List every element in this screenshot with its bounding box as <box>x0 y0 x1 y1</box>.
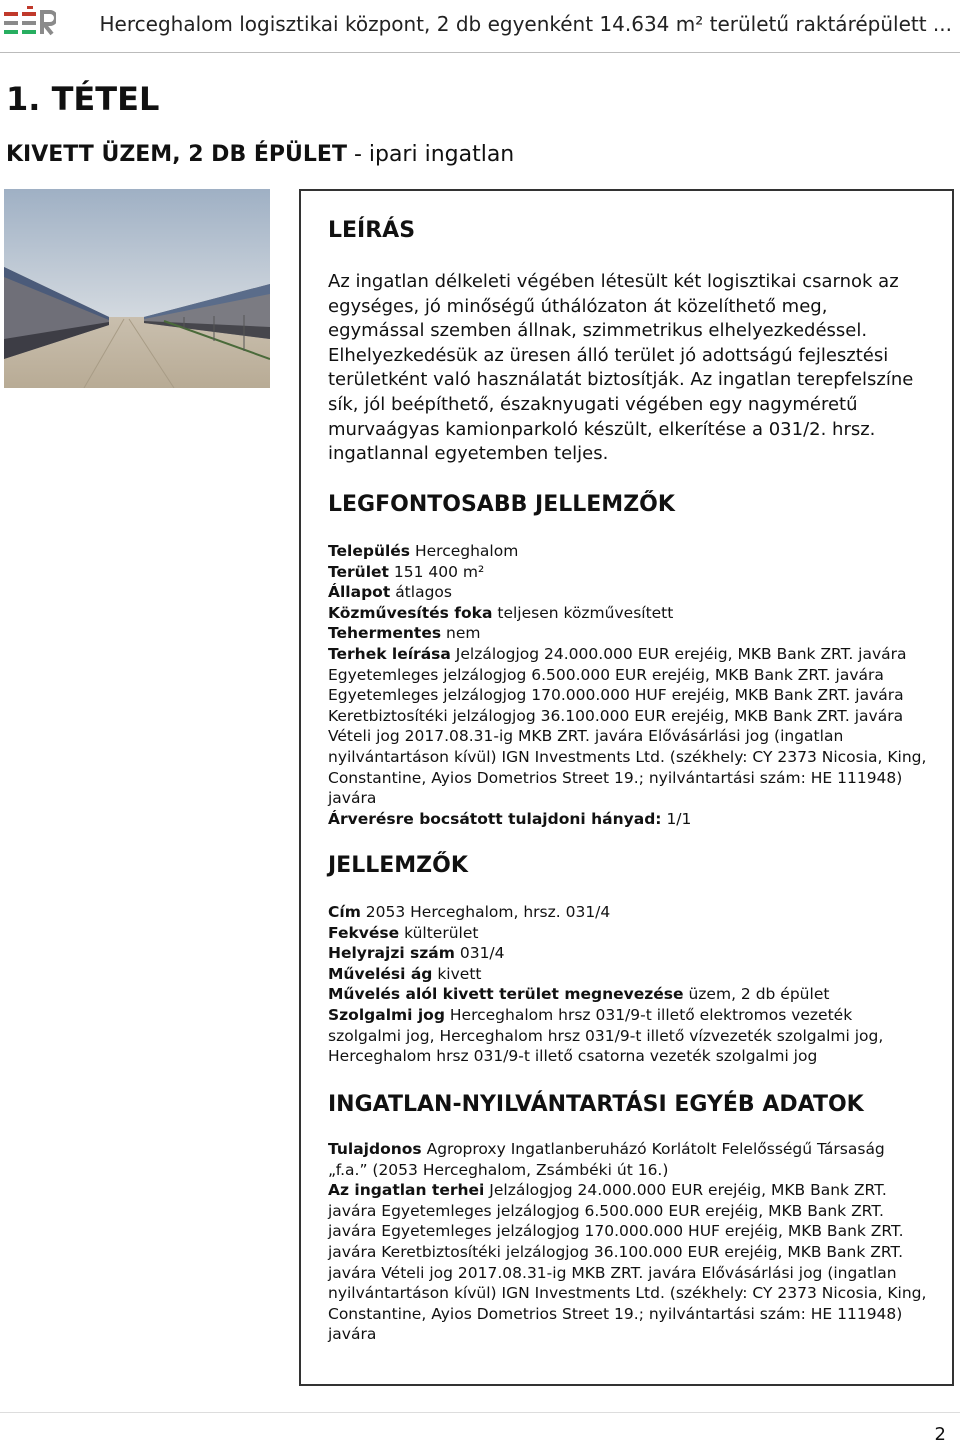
header-divider <box>0 52 960 53</box>
key-features-heading: LEGFONTOSABB JELLEMZŐK <box>328 492 675 517</box>
feature-row-szolgalmi-jog <box>328 1005 928 1067</box>
feature-label: Fekvése <box>328 923 400 942</box>
page-number: 2 <box>934 1424 946 1445</box>
feature-label: Állapot <box>328 583 391 602</box>
feature-value: kivett <box>437 964 482 983</box>
feature-label: Művelési ág <box>328 964 433 983</box>
feature-row-kozmuvesites <box>328 603 928 624</box>
registry-value: Jelzálogjog 24.000.000 EUR erejéig, MKB Bank ZRT. javára Egyetemleges jelzálogjog 6.500.000 EUR erejéig, MKB Bank ZRT. javára Egyetemleges jelzálogjog 170.000.000 HUF erejéig, MKB Bank ZRT. javára Keretbiztosítéki jelzálogjog 36.100.000 EUR erejéig, MKB Bank ZRT. javára Vételi jog 2017.08.31-ig MKB ZRT. javára Elővásárlási jog (ingatlan nyilvántartáson kívül) IGN Investments Ltd. (székhely: CY 2373 Nicosia, King, Constantine, Ayios Dometrios Street 19.; nyilvántartási szám: HE 111948) javára <box>328 1181 927 1344</box>
feature-row-tehermentes <box>328 623 928 644</box>
key-features-list <box>328 541 928 829</box>
feature-value: átlagos <box>395 583 452 602</box>
lot-title: 1. TÉTEL <box>6 80 160 118</box>
lot-subtitle-main: KIVETT ÜZEM, 2 DB ÉPÜLET <box>6 142 347 167</box>
feature-row-cim <box>328 902 928 923</box>
feature-row-terhek <box>328 644 928 809</box>
feature-row-fekvese <box>328 923 928 944</box>
feature-value: 2053 Herceghalom, hrsz. 031/4 <box>365 903 611 921</box>
feature-label: Cím <box>328 903 361 921</box>
feature-label: Közművesítés foka <box>328 603 493 622</box>
feature-value: Jelzálogjog 24.000.000 EUR erejéig, MKB Bank ZRT. javára Egyetemleges jelzálogjog 6.500.000 EUR erejéig, MKB Bank ZRT. javára Egyetemleges jelzálogjog 170.000.000 HUF erejéig, MKB Bank ZRT. javára Keretbiztosítéki jelzálogjog 36.100.000 EUR erejéig, MKB Bank ZRT. javára Vételi jog 2017.08.31-ig MKB ZRT. javára Elővásárlási jog (ingatlan nyilvántartáson kívül) IGN Investments Ltd. (székhely: CY 2373 Nicosia, King, Constantine, Ayios Dometrios Street 19.; nyilvántartási szám: HE 111948) javára <box>328 644 927 808</box>
feature-row-helyrajzi-szam <box>328 943 928 964</box>
lot-subtitle <box>6 142 514 167</box>
feature-label: Helyrajzi szám <box>328 944 455 963</box>
feature-value: nem <box>446 624 481 643</box>
lot-subtitle-type: - ipari ingatlan <box>346 142 515 167</box>
registry-label: Az ingatlan terhei <box>328 1181 485 1200</box>
footer-divider <box>0 1412 960 1413</box>
feature-row-allapot <box>328 582 928 603</box>
feature-row-kivett-terulet <box>328 984 928 1005</box>
feature-value: 031/4 <box>459 944 505 963</box>
feature-value: 151 400 m² <box>393 562 485 581</box>
description-text: Az ingatlan délkeleti végében létesült két logisztikai csarnok az egységes, jó minőségű úthálózaton át közelíthető meg, egymással szemben állnak, szimmetrikus elhelyezkedéssel. Elhelyezkedésük az üresen álló terület jó adottságú fejlesztési területként való használatát biztosítják. Az ingatlan terepfelszíne sík, jól beépíthető, északnyugati végében egy nagyméretű murvaágyas kamionparkoló készült, elkerítése a 031/2. hrsz. ingatlannal egyetemben teljes. <box>328 271 914 465</box>
feature-value: 1/1 <box>666 809 692 828</box>
feature-label: Település <box>328 542 411 560</box>
document-title: Herceghalom logisztikai központ, 2 db egyenként 14.634 m² területű raktárépülett ... <box>99 12 952 36</box>
feature-value: külterület <box>404 923 479 942</box>
feature-value: üzem, 2 db épület <box>688 985 830 1004</box>
features-list <box>328 902 928 1067</box>
registry-row-terhei <box>328 1180 928 1345</box>
registry-list <box>328 1139 928 1345</box>
feature-value: Herceghalom hrsz 031/9-t illető elektromos vezeték szolgalmi jog, Herceghalom hrsz 031/9-t illető vízvezeték szolgalmi jog, Herceghalom hrsz 031/9-t illető csatorna vezeték szolgalmi jog <box>328 1005 884 1066</box>
feature-row-telepules <box>328 541 928 562</box>
page-header <box>0 0 960 55</box>
registry-row-tulajdonos <box>328 1139 928 1180</box>
feature-row-muvelesi-ag <box>328 964 928 985</box>
property-details-card <box>299 189 954 1386</box>
feature-row-hanyad <box>328 809 928 830</box>
features-heading: JELLEMZŐK <box>328 853 468 878</box>
feature-row-terulet <box>328 562 928 583</box>
feature-value: Herceghalom <box>414 542 519 560</box>
property-photo <box>4 189 270 388</box>
feature-label: Szolgalmi jog <box>328 1005 445 1024</box>
feature-label: Terület <box>328 562 389 581</box>
feature-label: Terhek leírása <box>328 644 451 663</box>
feature-value: teljesen közművesített <box>497 603 674 622</box>
feature-label: Tehermentes <box>328 624 442 643</box>
registry-label: Tulajdonos <box>328 1140 422 1158</box>
registry-value: Agroproxy Ingatlanberuházó Korlátolt Felelősségű Társaság „f.a.” (2053 Herceghalom, Zsámbéki út 16.) <box>328 1140 885 1179</box>
description-heading: LEÍRÁS <box>328 218 416 243</box>
eer-logo <box>4 6 56 42</box>
registry-heading: INGATLAN-NYILVÁNTARTÁSI EGYÉB ADATOK <box>328 1092 864 1117</box>
feature-label: Művelés alól kivett terület megnevezése <box>328 985 684 1004</box>
feature-label: Árverésre bocsátott tulajdoni hányad: <box>328 809 662 828</box>
